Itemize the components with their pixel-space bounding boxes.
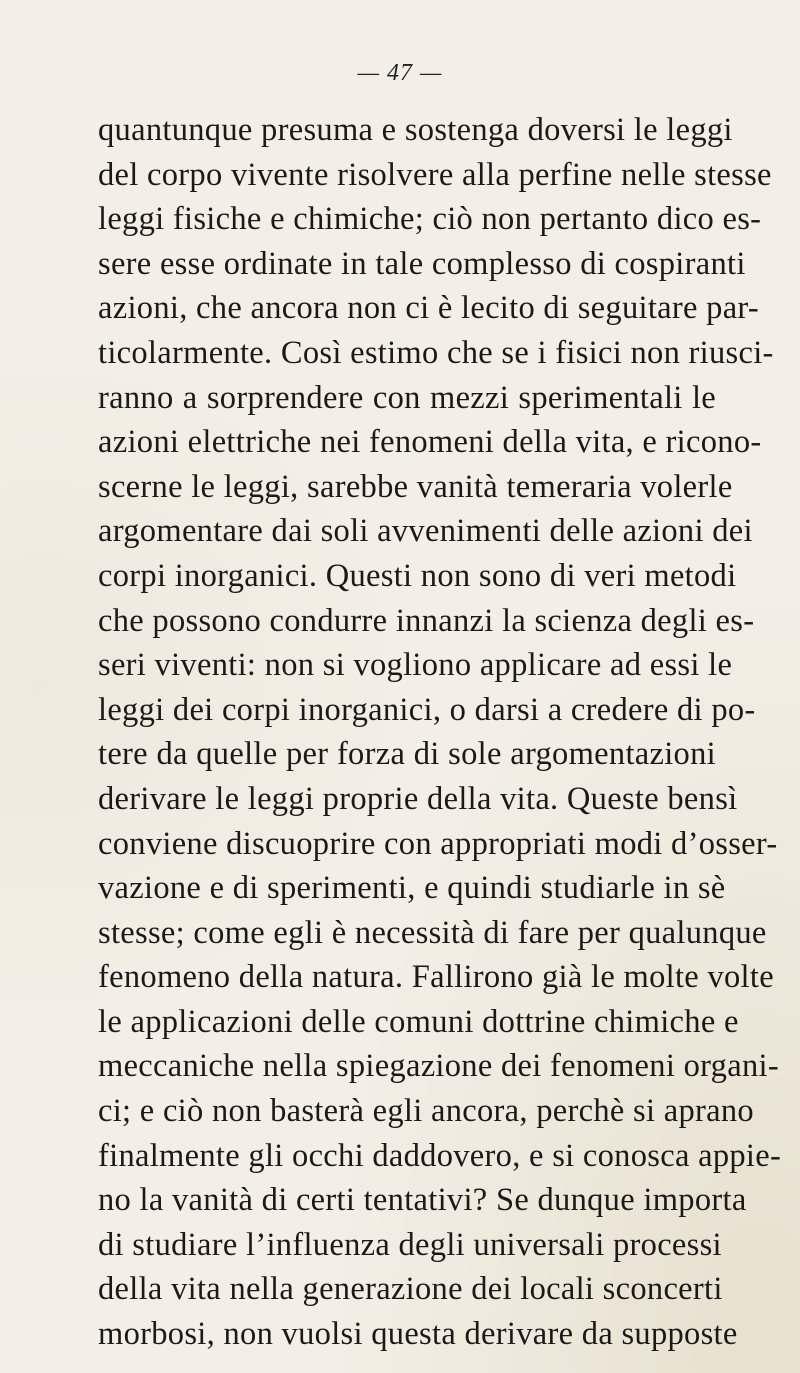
text-line: della vita nella generazione dei locali sconcerti xyxy=(98,1271,723,1308)
text-line: leggi dei corpi inorganici, o darsi a credere di po- xyxy=(98,691,756,728)
text-line: scerne le leggi, sarebbe vanità temeraria volerle xyxy=(98,468,733,505)
text-line: ticolarmente. Così estimo che se i fisici non riusci- xyxy=(98,334,774,371)
text-line: argomentare dai soli avvenimenti delle azioni dei xyxy=(98,513,753,550)
text-line: le applicazioni delle comuni dottrine chimiche e xyxy=(98,1003,739,1040)
text-line: morbosi, non vuolsi questa derivare da supposte xyxy=(98,1316,738,1353)
body-text xyxy=(98,108,782,1357)
text-line: seri viventi: non si vogliono applicare ad essi le xyxy=(98,647,733,684)
text-line: che possono condurre innanzi la scienza degli es- xyxy=(98,602,755,639)
text-line: no la vanità di certi tentativi? Se dunque importa xyxy=(98,1182,747,1219)
text-line: leggi fisiche e chimiche; ciò non pertanto dico es- xyxy=(98,201,762,238)
text-line: quantunque presuma e sostenga doversi le leggi xyxy=(98,112,733,148)
text-line: ci; e ciò non basterà egli ancora, perchè si aprano xyxy=(98,1093,754,1130)
text-line: corpi inorganici. Questi non sono di veri metodi xyxy=(98,557,737,594)
text-line: azioni elettriche nei fenomeni della vita, e ricono- xyxy=(98,424,762,461)
text-line: vazione e di sperimenti, e quindi studiarle in sè xyxy=(98,870,726,907)
text-line: ranno a sorprendere con mezzi sperimentali le xyxy=(98,379,716,416)
text-line: tere da quelle per forza di sole argomentazioni xyxy=(98,736,716,773)
text-line: meccaniche nella spiegazione dei fenomeni organi- xyxy=(98,1048,779,1085)
text-line: derivare le leggi proprie della vita. Queste bensì xyxy=(98,780,738,817)
text-line: conviene discuoprire con appropriati modi d’osser- xyxy=(98,825,778,862)
text-line: sere esse ordinate in tale complesso di cospiranti xyxy=(98,245,746,282)
text-line: finalmente gli occhi daddovero, e si conosca appie- xyxy=(98,1137,782,1174)
text-line: del corpo vivente risolvere alla perfine nelle stesse xyxy=(98,156,772,193)
text-line: fenomeno della natura. Fallirono già le molte volte xyxy=(98,959,774,996)
text-line: azioni, che ancora non ci è lecito di seguitare par- xyxy=(98,290,760,327)
text-line: stesse; come egli è necessità di fare per qualunque xyxy=(98,914,767,951)
page-number: — 47 — xyxy=(357,60,443,86)
text-line: di studiare l’influenza degli universali processi xyxy=(98,1226,722,1263)
